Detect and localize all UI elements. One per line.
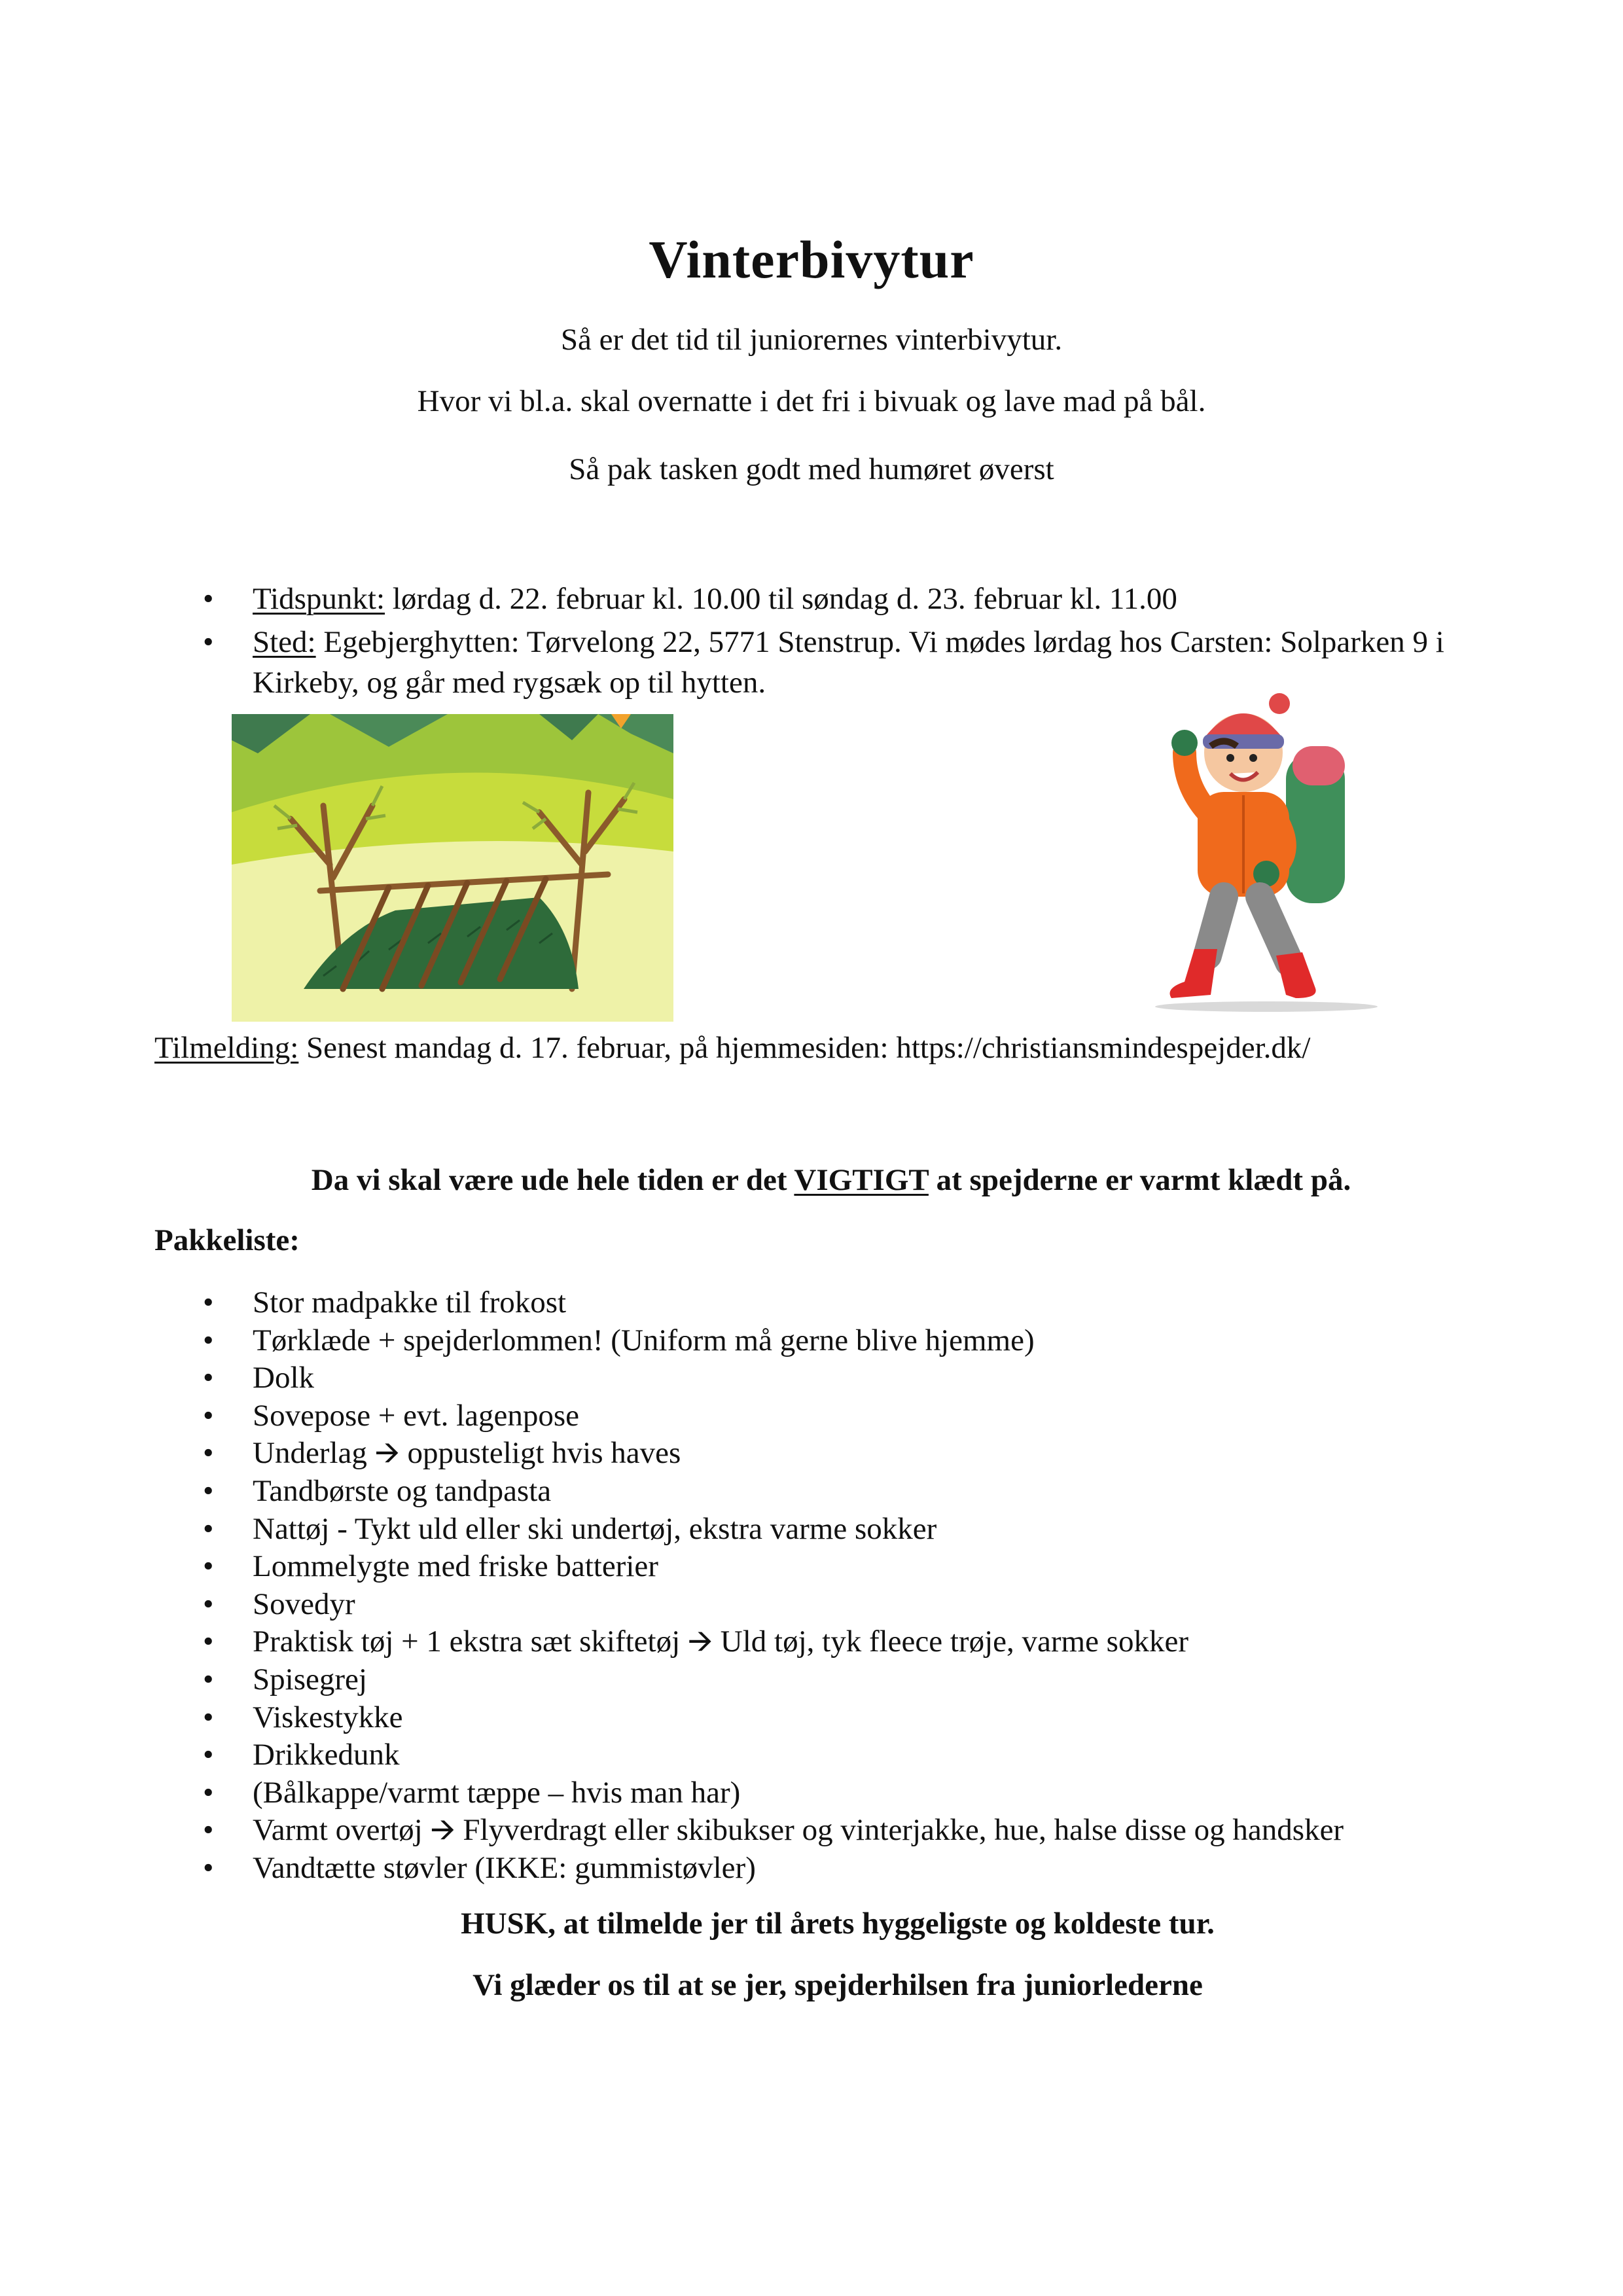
bullet: • xyxy=(203,1511,214,1546)
list-item: • Praktisk tøj + 1 ekstra sæt skiftetøj 🡪 Uld tøj, tyk fleece trøje, varme sokker xyxy=(196,1623,1505,1661)
registration-label: Tilmelding: xyxy=(154,1031,299,1065)
list-item: • Spisegrej xyxy=(196,1661,1505,1699)
bullet: • xyxy=(203,1436,214,1471)
place-text: Egebjerghytten: Tørvelong 22, 5771 Stenstrup. Vi mødes lørdag hos Carsten: Solparken 9 i Kirkeby, og går med rygsæk op til hytten. xyxy=(253,625,1444,700)
list-item: • Sovepose + evt. lagenpose xyxy=(196,1397,1505,1435)
hiker-illustration xyxy=(1145,674,1381,1014)
list-item: • Underlag 🡪 oppusteligt hvis haves xyxy=(196,1435,1505,1473)
intro-line-3: Så pak tasken godt med humøret øverst xyxy=(569,452,1054,486)
bullet: • xyxy=(203,1624,214,1659)
packing-list xyxy=(196,1284,1505,1888)
important-keyword: VIGTIGT xyxy=(794,1163,929,1197)
important-notice xyxy=(0,1162,1623,1198)
bullet: • xyxy=(203,1662,214,1696)
bullet: • xyxy=(203,1549,214,1584)
important-after: at spejderne er varmt klædt på. xyxy=(928,1163,1351,1197)
important-before: Da vi skal være ude hele tiden er det xyxy=(311,1163,794,1197)
bullet: • xyxy=(203,1473,214,1508)
list-item: • Nattøj - Tykt uld eller ski undertøj, ekstra varme sokker xyxy=(196,1511,1505,1549)
bullet: • xyxy=(203,1323,214,1357)
list-item: • Sovedyr xyxy=(196,1586,1505,1624)
bullet: • xyxy=(203,1850,214,1885)
time-label: Tidspunkt: xyxy=(253,582,385,616)
document-title: Vinterbivytur xyxy=(649,230,974,289)
closing-reminder: HUSK, at tilmelde jer til årets hyggeligste og koldeste tur. xyxy=(461,1907,1215,1941)
intro-line-2: Hvor vi bl.a. skal overnatte i det fri i bivuak og lave mad på bål. xyxy=(417,384,1206,418)
bullet: • xyxy=(203,1700,214,1734)
bullet: • xyxy=(203,1285,214,1319)
bullet: • xyxy=(203,1361,214,1395)
list-item: • Stor madpakke til frokost xyxy=(196,1284,1505,1322)
bullet: • xyxy=(203,1775,214,1810)
shelter-illustration xyxy=(232,714,673,1022)
list-item: • Tørklæde + spejderlommen! (Uniform må gerne blive hjemme) xyxy=(196,1322,1505,1360)
bullet: • xyxy=(203,1813,214,1848)
bullet: • xyxy=(203,1738,214,1772)
list-item: • Dolk xyxy=(196,1359,1505,1397)
list-item: • Drikkedunk xyxy=(196,1736,1505,1774)
bullet: • xyxy=(203,1398,214,1433)
place-label: Sted: xyxy=(253,625,316,659)
intro-line-1: Så er det tid til juniorernes vinterbivytur. xyxy=(560,323,1063,357)
time-item xyxy=(196,579,1505,619)
packing-heading: Pakkeliste: xyxy=(154,1223,300,1257)
list-item: • Lommelygte med friske batterier xyxy=(196,1548,1505,1586)
registration-text: Senest mandag d. 17. februar, på hjemmesiden: https://christiansmindespejder.dk/ xyxy=(298,1031,1311,1065)
list-item: • Vandtætte støvler (IKKE: gummistøvler) xyxy=(196,1850,1505,1888)
bullet: • xyxy=(203,1587,214,1621)
closing-greeting: Vi glæder os til at se jer, spejderhilsen fra juniorlederne xyxy=(473,1968,1203,2002)
registration-line xyxy=(154,1028,1310,1068)
list-item: • Varmt overtøj 🡪 Flyverdragt eller skibukser og vinterjakke, hue, halse disse og handsker xyxy=(196,1812,1505,1850)
bullet: • xyxy=(203,582,214,616)
list-item: • Viskestykke xyxy=(196,1699,1505,1737)
time-text: lørdag d. 22. februar kl. 10.00 til søndag d. 23. februar kl. 11.00 xyxy=(385,582,1177,616)
list-item: • (Bålkappe/varmt tæppe – hvis man har) xyxy=(196,1774,1505,1812)
list-item: • Tandbørste og tandpasta xyxy=(196,1473,1505,1511)
bullet: • xyxy=(203,625,214,659)
